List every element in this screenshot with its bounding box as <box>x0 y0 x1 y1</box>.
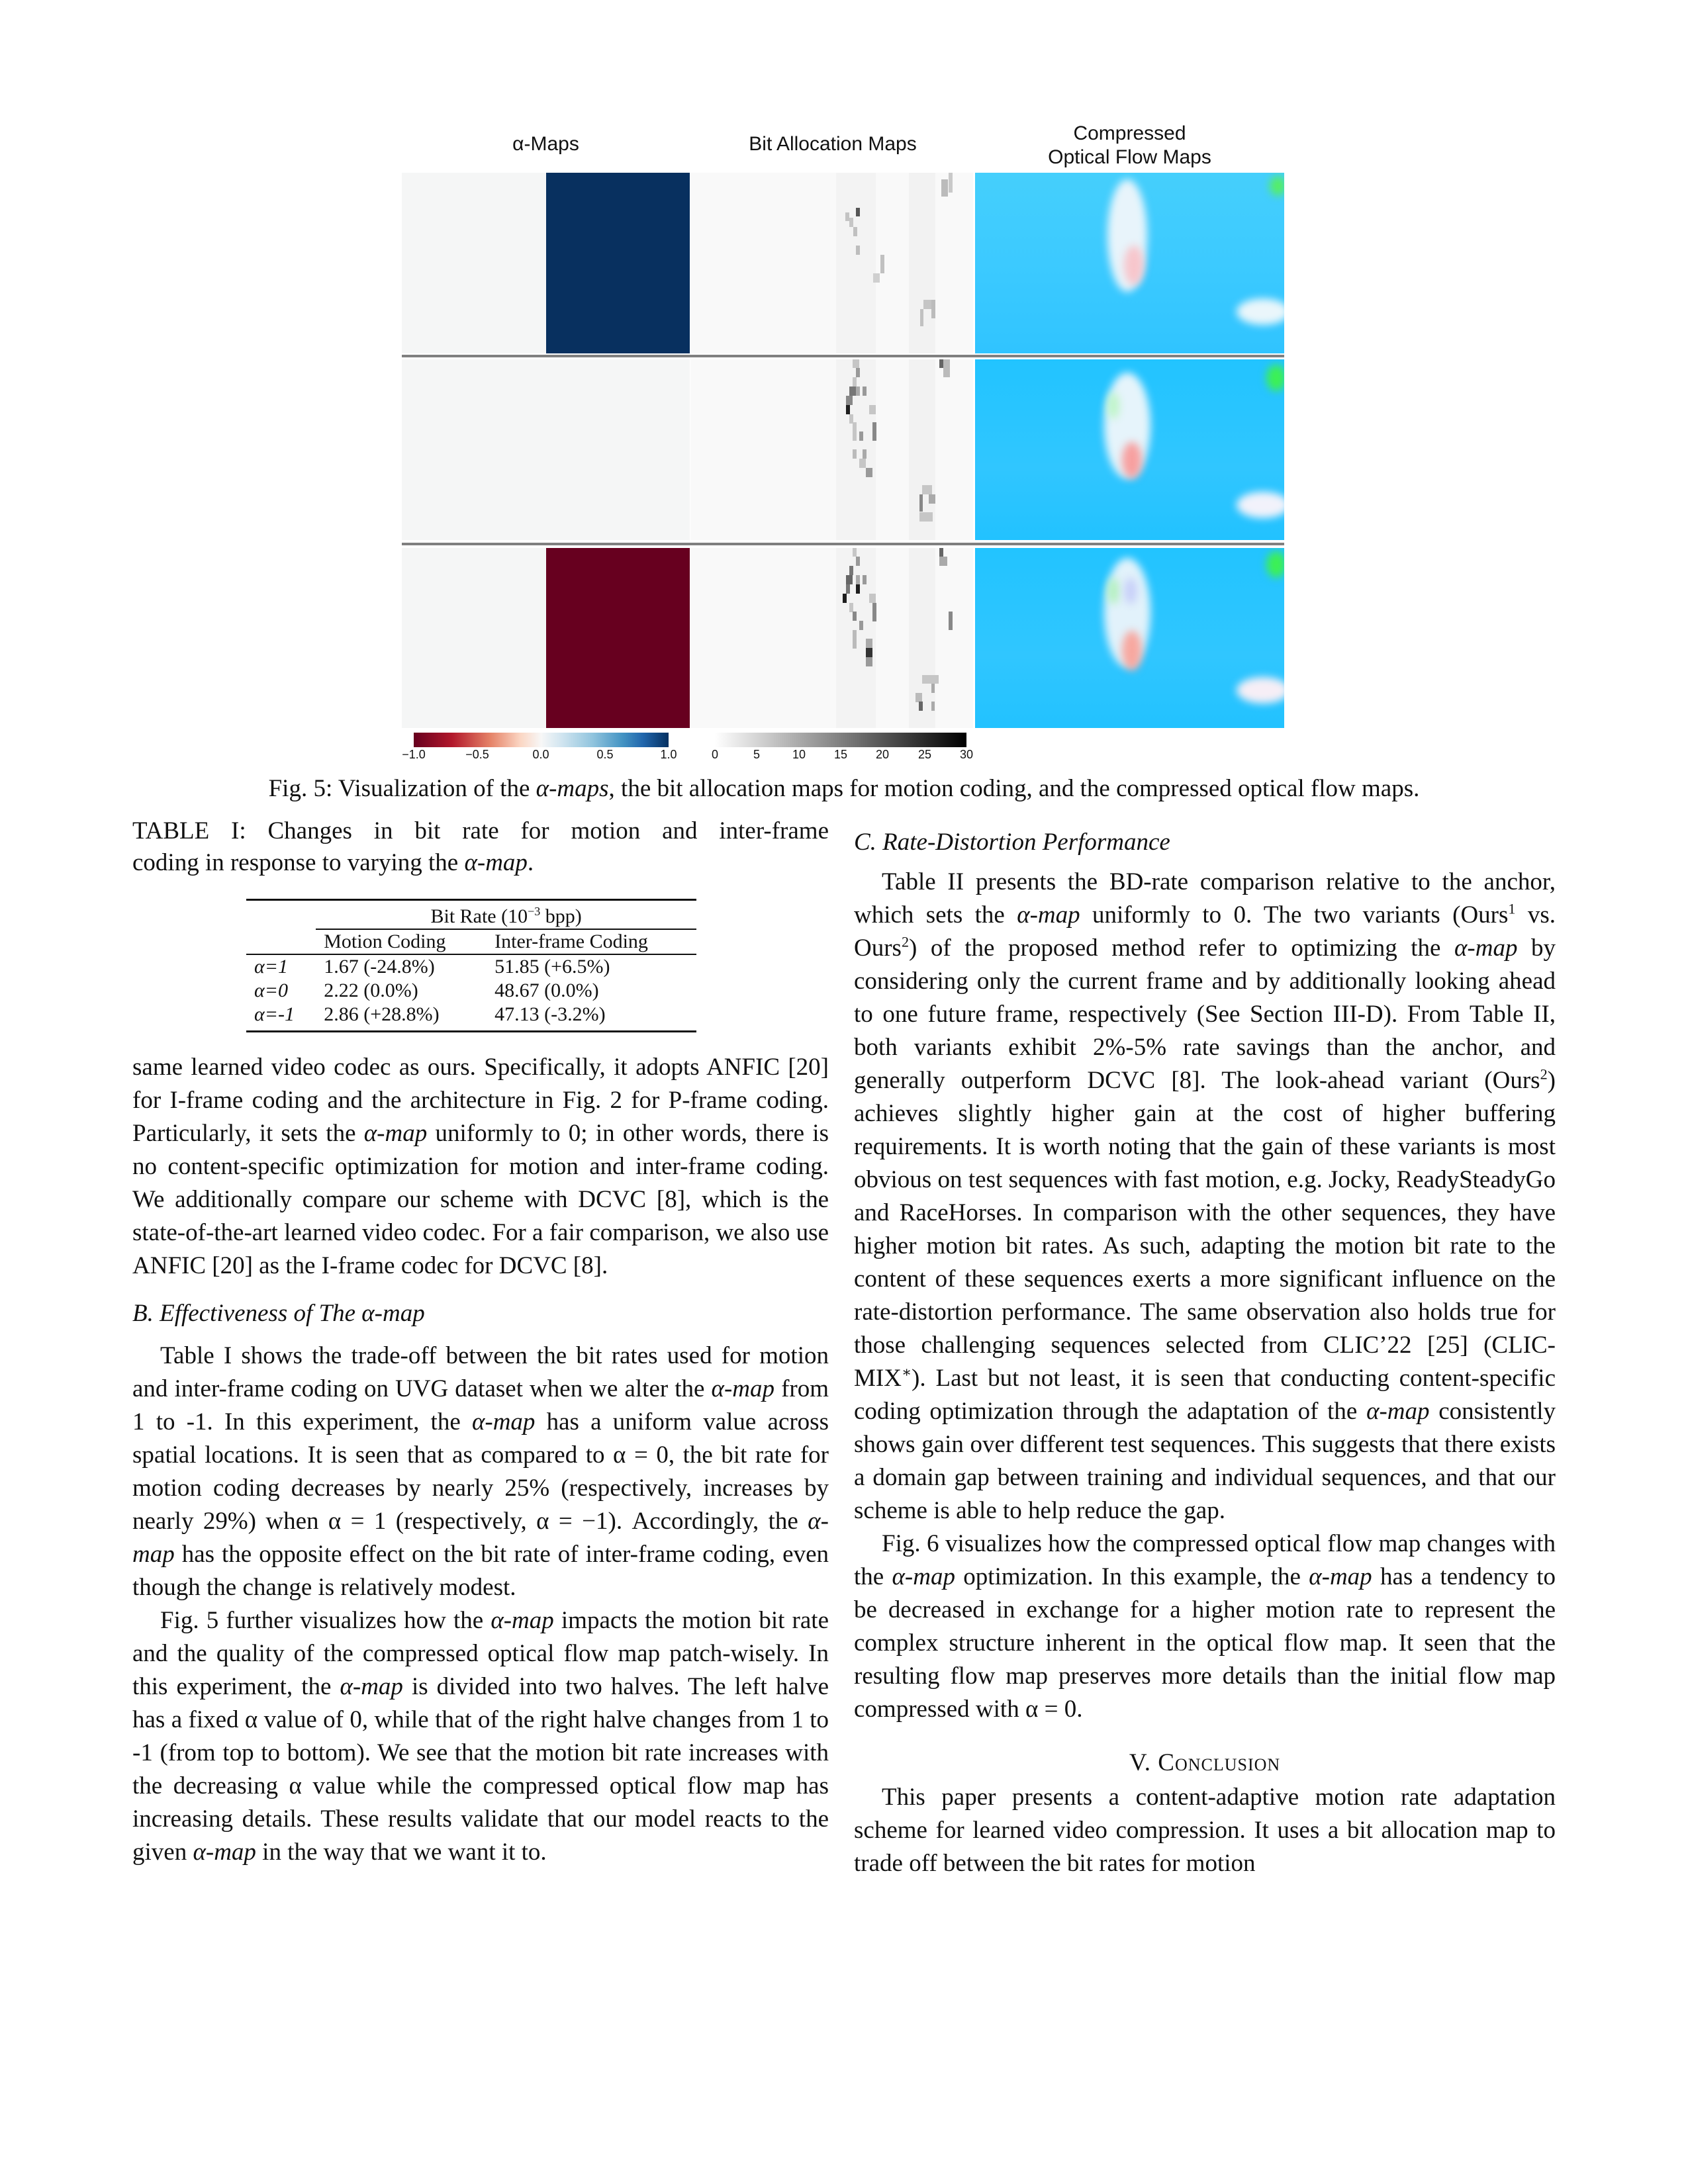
text-italic: α-map <box>1017 901 1080 929</box>
alpha-colorbar <box>414 733 669 747</box>
alpha-map-left-half <box>402 548 546 728</box>
table-cell: 2.22 (0.0%) <box>324 979 418 1001</box>
paragraph <box>854 1527 1556 1726</box>
tick-label: −1.0 <box>402 748 426 761</box>
header-text: Bit Rate (10 <box>430 905 528 927</box>
superscript: 2 <box>901 933 910 950</box>
bit-allocation-map <box>690 548 973 728</box>
optical-flow-map <box>975 173 1284 353</box>
body-text <box>132 1051 829 1869</box>
alpha-map-right-half <box>546 548 690 728</box>
alpha-map-right-half <box>546 359 690 540</box>
table-col-header: Inter-frame Coding <box>494 931 648 952</box>
table-row <box>246 979 696 1003</box>
column-title-alpha-maps: α-Maps <box>512 133 579 155</box>
paragraph <box>132 1604 829 1869</box>
table-cell: 1.67 (-24.8%) <box>324 956 435 978</box>
text-run: optimization. In this example, the <box>955 1563 1309 1590</box>
caption-text: Fig. 5: Visualization of the <box>268 775 536 802</box>
bit-allocation-map <box>690 173 973 353</box>
caption-italic: α-map <box>464 849 528 876</box>
left-column <box>132 815 829 1869</box>
optical-flow-map <box>975 548 1284 728</box>
text-run: Table II presents the BD-rate comparison relative to the anchor, which sets the <box>854 868 1556 929</box>
table-cell: 51.85 (+6.5%) <box>494 956 610 978</box>
text-italic: α-map <box>491 1607 554 1634</box>
caption-text: , the bit allocation maps for motion coding, and the compressed optical flow maps. <box>608 775 1420 802</box>
text-run: has the opposite effect on the bit rate of inter-frame coding, even though the change is relatively modest. <box>132 1541 829 1601</box>
tick-label: 0.0 <box>532 748 549 761</box>
text-run: by considering only the current frame and by additionally looking ahead to one future frame, respectively (See Section III-D). From Table II, both variants exhibit 2%-5% rate savings than the anchor, and generally outperform DCVC [8]. The look-ahead variant (Ours <box>854 934 1556 1094</box>
text-run: same learned video codec as ours. Specifically, it adopts ANFIC [20] for I-frame coding and the architecture in Fig. 2 for P-frame coding. Particularly, it sets the <box>132 1054 829 1147</box>
section-heading-b: B. Effectiveness of The α-map <box>132 1300 425 1327</box>
text-run: in the way that we want it to. <box>256 1839 547 1866</box>
bits-colorbar <box>715 733 966 747</box>
text-run: from 1 to -1. In this experiment, the <box>132 1375 829 1435</box>
alpha-map-left-half <box>402 173 546 353</box>
caption-italic: α-maps <box>536 775 609 802</box>
text-run: has a uniform value across spatial locations. It is seen that as compared to α = 0, the bit rate for motion coding decreases by nearly 25% (respectively, increases by nearly 29%) when α = 1 (respectively, α = −1). Accordingly, the <box>132 1408 829 1535</box>
table-group-header <box>316 900 696 930</box>
right-column <box>854 826 1556 1880</box>
text-run: is divided into two halves. The left halve has a fixed α value of 0, while that of the right halve changes from 1 to -1 (from top to bottom). We see that the motion bit rate increases with the decreasing α value while the compressed optical flow map has increasing details. These results validate that our model reacts to the given <box>132 1673 829 1866</box>
column-title-bit-allocation: Bit Allocation Maps <box>749 133 917 155</box>
table-row-label: α=1 <box>254 956 288 978</box>
paragraph: This paper presents a content-adaptive motion rate adaptation scheme for learned video compression. It uses a bit allocation map to trade off between the bit rates for motion <box>854 1784 1556 1877</box>
text-run: uniformly to 0. The two variants (Ours <box>1080 901 1509 929</box>
tick-label: 15 <box>833 748 848 761</box>
table-cell: 2.86 (+28.8%) <box>324 1003 440 1025</box>
text-run: ) of the proposed method refer to optimizing the <box>909 934 1454 962</box>
paragraph <box>854 866 1556 1527</box>
bit-allocation-map <box>690 359 973 540</box>
text-italic: α-map <box>892 1563 955 1590</box>
header-exponent: −3 <box>528 905 541 918</box>
row-separator <box>402 355 1284 357</box>
table-cell: 48.67 (0.0%) <box>494 979 599 1001</box>
text-italic: α-map <box>1454 934 1518 962</box>
table1-caption-line2 <box>132 847 829 879</box>
body-text <box>854 1781 1556 1880</box>
paragraph <box>132 1340 829 1604</box>
text-italic: α-map <box>1309 1563 1372 1590</box>
tick-label: 10 <box>792 748 806 761</box>
tick-label: 20 <box>875 748 890 761</box>
superscript: 1 <box>1508 900 1516 917</box>
column-title-flow-maps <box>975 122 1284 169</box>
tick-label: 30 <box>959 748 974 761</box>
text-run: Table I shows the trade-off between the bit rates used for motion and inter-frame coding on UVG dataset when we alter the <box>132 1342 829 1402</box>
tick-label: 5 <box>753 748 761 761</box>
text-italic: α-map <box>1366 1398 1430 1425</box>
text-run: Fig. 5 further visualizes how the <box>160 1607 491 1634</box>
tick-label: 0 <box>711 748 719 761</box>
text-run: has a tendency to be decreased in exchange for a higher motion rate to represent the complex structure inherent in the optical flow map. It seen that the resulting flow map preserves more details than the initial flow map compressed with α = 0. <box>854 1563 1556 1723</box>
section-heading-c: C. Rate-Distortion Performance <box>854 829 1170 856</box>
section-heading-conclusion: V. Conclusion <box>1129 1749 1281 1776</box>
text-run: ) achieves slightly higher gain at the cost of higher buffering requirements. It is worth noting that the gain of these variants is most obvious on test sequences with fast motion, e.g. Jocky, ReadySteadyGo and RaceHorses. In comparison with the other sequences, they have higher motion bit rates. As such, adapting the motion bit rate to the content of these sequences exerts a more significant influence on the rate-distortion performance. The same observation also holds true for those challenging sequences selected from CLIC’22 [25] (CLIC-MIX <box>854 1067 1556 1392</box>
figure-caption <box>132 773 1556 805</box>
caption-text: coding in response to varying the <box>132 849 465 876</box>
text-run: uniformly to 0; in other words, there is no content-specific optimization for motion and inter-frame coding. We additionally compare our scheme with DCVC [8], which is the state-of-the-art learned video codec. For a fair comparison, we also use ANFIC [20] as the I-frame codec for DCVC [8]. <box>132 1120 829 1279</box>
superscript: 2 <box>1540 1066 1548 1083</box>
body-text <box>854 866 1556 1726</box>
text-run: ). Last but not least, it is seen that conducting content-specific coding optimization through the adaptation of the <box>854 1365 1556 1425</box>
table-row-label: α=-1 <box>254 1003 295 1025</box>
table1-caption-line1: TABLE I: Changes in bit rate for motion and inter-frame <box>132 817 829 844</box>
tick-label: 0.5 <box>596 748 614 761</box>
text-run: Fig. 6 visualizes how the compressed optical flow map changes with the <box>854 1530 1556 1590</box>
tick-label: 1.0 <box>660 748 677 761</box>
text-run: vs. Ours <box>854 901 1556 962</box>
superscript: ∗ <box>901 1363 912 1381</box>
optical-flow-map <box>975 359 1284 540</box>
table-col-header: Motion Coding <box>324 931 446 952</box>
table-row-label: α=0 <box>254 979 288 1001</box>
paragraph <box>132 1051 829 1283</box>
table-row <box>246 954 696 979</box>
table-row <box>246 1003 696 1032</box>
text-run: consistently shows gain over different test sequences. This suggests that there exists a domain gap between training and individual sequences, and that our scheme is able to help reduce the gap. <box>854 1398 1556 1524</box>
table-1 <box>246 899 696 1032</box>
text-italic: α-map <box>471 1408 536 1435</box>
header-text: bpp) <box>540 905 582 927</box>
table-cell: 47.13 (-3.2%) <box>494 1003 606 1025</box>
alpha-map-left-half <box>402 359 546 540</box>
text-italic: α-map <box>363 1120 428 1147</box>
text-italic: α-map <box>132 1508 829 1568</box>
text-italic: α-map <box>711 1375 774 1402</box>
text-run: impacts the motion bit rate and the quality of the compressed optical flow map patch-wisely. In this experiment, the <box>132 1607 829 1700</box>
tick-label: −0.5 <box>465 748 489 761</box>
column-title-flow-line2: Optical Flow Maps <box>1048 146 1211 168</box>
tick-label: 25 <box>917 748 932 761</box>
caption-text: . <box>527 849 534 876</box>
alpha-map-right-half <box>546 173 690 353</box>
column-title-flow-line1: Compressed <box>1073 122 1186 144</box>
text-italic: α-map <box>193 1839 256 1866</box>
row-separator <box>402 543 1284 545</box>
text-italic: α-map <box>340 1673 403 1700</box>
